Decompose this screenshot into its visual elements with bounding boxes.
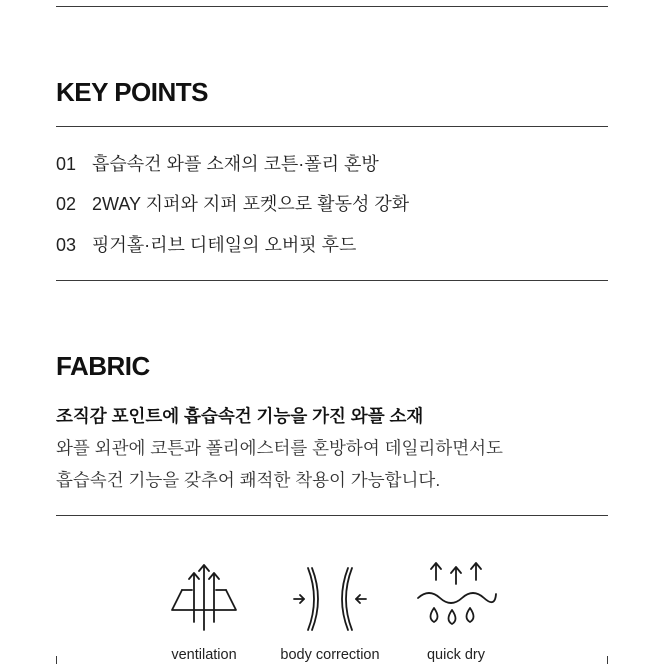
fabric-divider (56, 515, 608, 516)
key-point-number: 03 (56, 235, 77, 255)
key-point-number: 01 (56, 154, 77, 174)
bottom-edge-mark (607, 656, 608, 664)
key-points-title: KEY POINTS (56, 77, 209, 107)
key-point-text: 핑거홀·리브 디테일의 오버핏 후드 (92, 235, 357, 255)
fabric-description (56, 432, 503, 496)
key-point-item (56, 231, 356, 257)
fabric-description-line: 흡습속건 기능을 갖추어 쾌적한 착용이 가능합니다. (56, 470, 441, 490)
key-point-item (56, 150, 379, 176)
fabric-subtitle: 조직감 포인트에 흡습속건 기능을 가진 와플 소재 (56, 406, 424, 426)
body-correction-icon (288, 564, 372, 634)
key-point-item (56, 190, 409, 216)
key-point-number: 02 (56, 194, 77, 214)
key-point-text: 흡습속건 와플 소재의 코튼·폴리 혼방 (92, 154, 379, 174)
bottom-edge-mark (56, 656, 57, 664)
fabric-description-line: 와플 외관에 코튼과 폴리에스터를 혼방하여 데일리하면서도 (56, 438, 503, 458)
body-correction-label: body correction (280, 647, 380, 663)
key-point-text: 2WAY 지퍼와 지퍼 포켓으로 활동성 강화 (92, 194, 410, 214)
quick-dry-icon (412, 558, 502, 634)
key-points-divider-bottom (56, 280, 608, 281)
top-divider (56, 6, 608, 7)
ventilation-label: ventilation (171, 647, 237, 663)
ventilation-icon (162, 560, 246, 634)
fabric-title: FABRIC (56, 351, 150, 381)
quick-dry-label: quick dry (426, 647, 486, 663)
key-points-divider-top (56, 126, 608, 127)
